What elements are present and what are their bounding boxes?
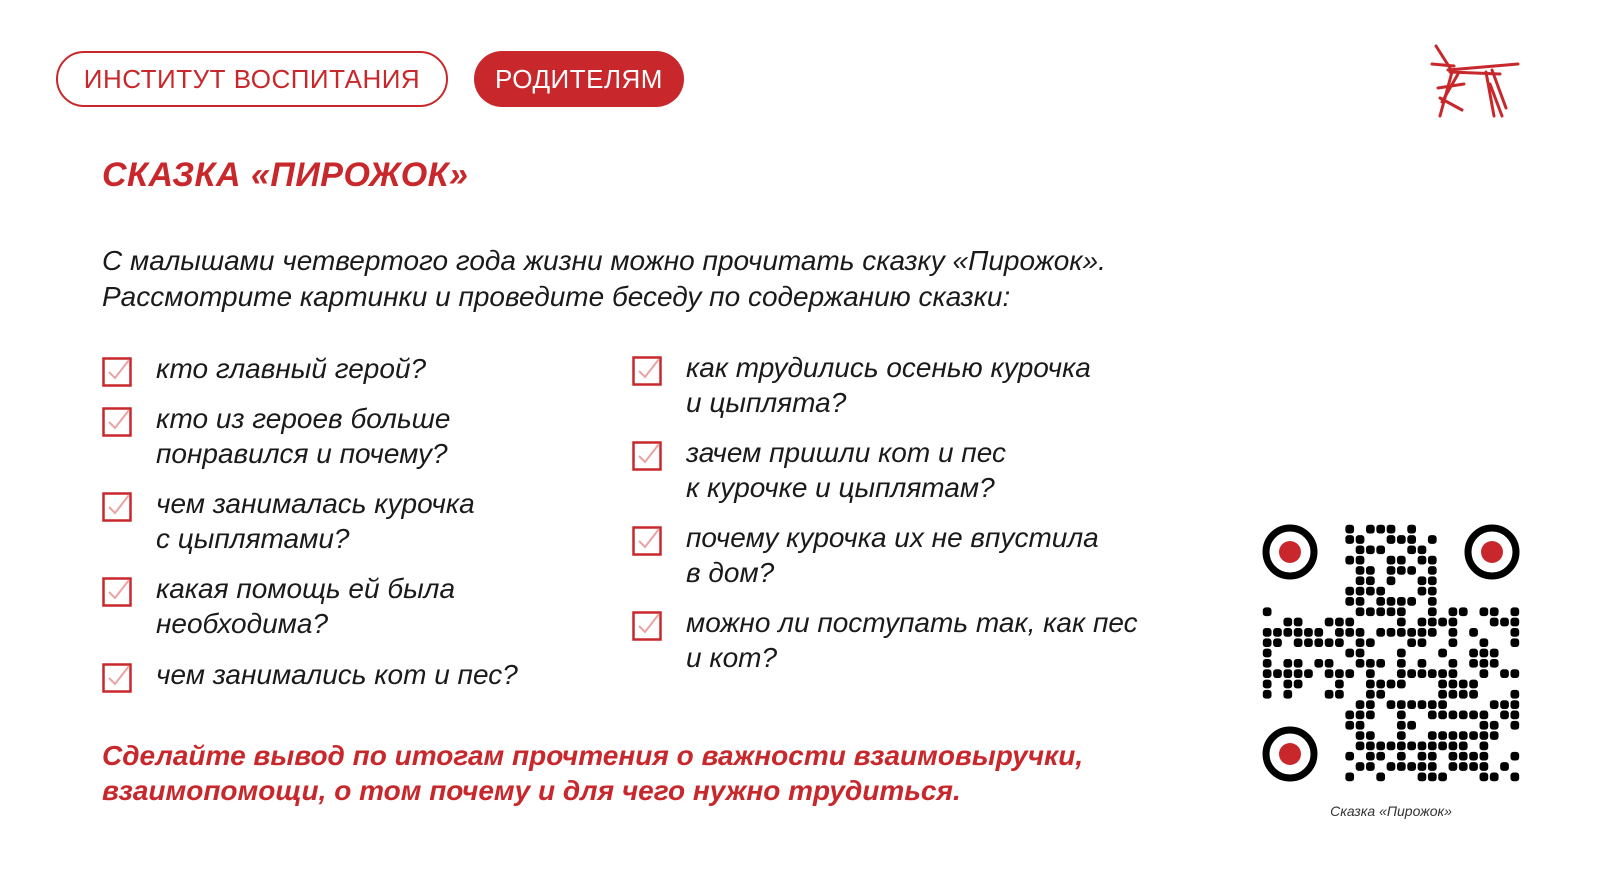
qr-module — [1345, 525, 1354, 534]
qr-module — [1314, 628, 1323, 637]
qr-module — [1335, 680, 1344, 689]
qr-module — [1304, 638, 1313, 647]
qr-module — [1345, 669, 1354, 678]
qr-module — [1449, 669, 1458, 678]
qr-module — [1459, 752, 1468, 761]
checkbox-icon — [102, 577, 132, 607]
qr-module — [1428, 731, 1437, 740]
qr-module — [1356, 638, 1365, 647]
qr-module — [1500, 762, 1509, 771]
qr-module — [1480, 638, 1489, 647]
qr-module — [1449, 752, 1458, 761]
qr-module — [1449, 742, 1458, 751]
question-item — [102, 401, 450, 471]
qr-module — [1480, 711, 1489, 720]
qr-module — [1480, 731, 1489, 740]
qr-module — [1366, 669, 1375, 678]
qr-module — [1510, 711, 1519, 720]
qr-module — [1397, 680, 1406, 689]
qr-module — [1428, 772, 1437, 781]
qr-module — [1356, 597, 1365, 606]
qr-module — [1449, 711, 1458, 720]
qr-module — [1407, 566, 1416, 575]
qr-module — [1449, 680, 1458, 689]
qr-module — [1510, 628, 1519, 637]
qr-module — [1397, 721, 1406, 730]
qr-module — [1449, 731, 1458, 740]
checkbox-icon — [632, 441, 662, 471]
qr-module — [1469, 762, 1478, 771]
qr-module — [1345, 556, 1354, 565]
qr-module — [1510, 607, 1519, 616]
qr-module — [1387, 628, 1396, 637]
qr-module — [1510, 700, 1519, 709]
qr-module — [1376, 659, 1385, 668]
qr-module — [1397, 628, 1406, 637]
qr-module — [1510, 690, 1519, 699]
qr-module — [1428, 700, 1437, 709]
qr-module — [1335, 628, 1344, 637]
question-text: чем занимались кот и пес? — [156, 659, 518, 690]
qr-module — [1387, 700, 1396, 709]
qr-module — [1407, 669, 1416, 678]
question-text: кто главный герой? — [156, 353, 427, 384]
qr-module — [1397, 556, 1406, 565]
qr-module — [1438, 618, 1447, 627]
qr-module — [1376, 597, 1385, 606]
qr-module — [1418, 762, 1427, 771]
qr-module — [1407, 628, 1416, 637]
qr-module — [1294, 669, 1303, 678]
checkbox-icon — [102, 357, 132, 387]
qr-module — [1449, 628, 1458, 637]
qr-module — [1428, 742, 1437, 751]
qr-module — [1407, 525, 1416, 534]
qr-module — [1418, 618, 1427, 627]
qr-module — [1480, 659, 1489, 668]
qr-module — [1356, 587, 1365, 596]
horse-logo-icon — [1428, 40, 1524, 122]
intro-line-2: Рассмотрите картинки и проведите беседу по содержанию сказки: — [102, 281, 1011, 312]
qr-module — [1335, 618, 1344, 627]
qr-module — [1428, 535, 1437, 544]
question-item — [102, 486, 475, 556]
question-item — [102, 571, 455, 641]
qr-module — [1387, 525, 1396, 534]
qr-module — [1459, 680, 1468, 689]
qr-module — [1345, 618, 1354, 627]
qr-module — [1366, 711, 1375, 720]
qr-module — [1366, 659, 1375, 668]
qr-module — [1304, 669, 1313, 678]
qr-module — [1356, 731, 1365, 740]
qr-module — [1294, 628, 1303, 637]
qr-module — [1438, 772, 1447, 781]
qr-module — [1325, 669, 1334, 678]
qr-module — [1480, 649, 1489, 658]
qr-module — [1366, 700, 1375, 709]
qr-module — [1459, 731, 1468, 740]
qr-module — [1449, 607, 1458, 616]
qr-module — [1376, 628, 1385, 637]
qr-module — [1510, 638, 1519, 647]
qr-module — [1438, 731, 1447, 740]
qr-module — [1387, 762, 1396, 771]
qr-module — [1418, 700, 1427, 709]
qr-module — [1510, 721, 1519, 730]
qr-module — [1428, 587, 1437, 596]
qr-module — [1438, 669, 1447, 678]
qr-module — [1283, 628, 1292, 637]
question-item — [102, 657, 518, 693]
checkbox-icon — [102, 663, 132, 693]
qr-module — [1366, 525, 1375, 534]
qr-module — [1366, 576, 1375, 585]
qr-module — [1510, 618, 1519, 627]
qr-code-icon[interactable] — [1262, 524, 1520, 782]
qr-module — [1325, 690, 1334, 699]
qr-module — [1345, 721, 1354, 730]
qr-module — [1500, 700, 1509, 709]
qr-module — [1480, 669, 1489, 678]
qr-module — [1428, 762, 1437, 771]
qr-module — [1356, 721, 1365, 730]
qr-module — [1418, 587, 1427, 596]
qr-module — [1387, 576, 1396, 585]
qr-module — [1459, 742, 1468, 751]
question-text: можно ли поступать так, как пес и кот? — [686, 607, 1138, 673]
qr-module — [1294, 659, 1303, 668]
question-item — [632, 520, 1099, 590]
qr-module — [1469, 711, 1478, 720]
checkbox-icon — [632, 356, 662, 386]
qr-module — [1366, 680, 1375, 689]
qr-module — [1376, 772, 1385, 781]
page-title: СКАЗКА «ПИРОЖОК» — [102, 156, 469, 194]
qr-module — [1366, 587, 1375, 596]
question-item — [632, 605, 1138, 675]
qr-module — [1500, 669, 1509, 678]
qr-module — [1418, 628, 1427, 637]
qr-module — [1263, 628, 1272, 637]
qr-module — [1418, 545, 1427, 554]
qr-module — [1459, 711, 1468, 720]
qr-module — [1325, 618, 1334, 627]
qr-module — [1459, 607, 1468, 616]
qr-module — [1366, 545, 1375, 554]
qr-module — [1397, 762, 1406, 771]
qr-module — [1273, 638, 1282, 647]
qr-module — [1438, 690, 1447, 699]
qr-module — [1397, 752, 1406, 761]
qr-module — [1449, 659, 1458, 668]
qr-module — [1345, 587, 1354, 596]
qr-module — [1480, 607, 1489, 616]
qr-module — [1490, 659, 1499, 668]
qr-module — [1335, 690, 1344, 699]
qr-module — [1356, 742, 1365, 751]
qr-module — [1469, 628, 1478, 637]
qr-module — [1345, 535, 1354, 544]
parents-badge[interactable]: РОДИТЕЛЯМ — [474, 51, 684, 107]
qr-module — [1356, 607, 1365, 616]
qr-module — [1263, 669, 1272, 678]
qr-module — [1428, 752, 1437, 761]
checkbox-icon — [102, 407, 132, 437]
qr-module — [1366, 752, 1375, 761]
qr-module — [1469, 752, 1478, 761]
intro-line-1: С малышами четвертого года жизни можно прочитать сказку «Пирожок». — [102, 245, 1106, 276]
qr-module — [1510, 752, 1519, 761]
qr-module — [1428, 566, 1437, 575]
qr-module — [1356, 659, 1365, 668]
qr-module — [1418, 752, 1427, 761]
qr-module — [1345, 597, 1354, 606]
qr-module — [1500, 711, 1509, 720]
qr-module — [1428, 669, 1437, 678]
qr-module — [1480, 762, 1489, 771]
question-text: чем занималась курочка с цыплятами? — [156, 488, 475, 554]
qr-module — [1376, 752, 1385, 761]
qr-module — [1418, 556, 1427, 565]
qr-module — [1407, 742, 1416, 751]
qr-module — [1397, 659, 1406, 668]
checkbox-icon — [632, 611, 662, 641]
qr-module — [1376, 607, 1385, 616]
qr-module — [1283, 669, 1292, 678]
qr-module — [1449, 638, 1458, 647]
qr-module — [1490, 731, 1499, 740]
qr-module — [1428, 576, 1437, 585]
qr-module — [1356, 576, 1365, 585]
qr-module — [1438, 700, 1447, 709]
qr-module — [1356, 649, 1365, 658]
qr-module — [1387, 742, 1396, 751]
qr-module — [1397, 618, 1406, 627]
qr-module — [1469, 680, 1478, 689]
qr-module — [1438, 680, 1447, 689]
conclusion-text: Сделайте вывод по итогам прочтения о важности взаимовыручки, взаимопомощи, о том почему и для чего нужно трудиться. — [102, 740, 1084, 806]
qr-module — [1480, 742, 1489, 751]
qr-module — [1294, 618, 1303, 627]
question-item — [102, 351, 426, 387]
qr-module — [1469, 731, 1478, 740]
qr-module — [1263, 690, 1272, 699]
qr-module — [1449, 762, 1458, 771]
qr-module — [1345, 628, 1354, 637]
qr-module — [1387, 597, 1396, 606]
qr-module — [1345, 649, 1354, 658]
qr-module — [1376, 587, 1385, 596]
question-item — [632, 350, 1091, 420]
qr-module — [1397, 535, 1406, 544]
qr-module — [1490, 700, 1499, 709]
qr-module — [1490, 772, 1499, 781]
qr-module — [1407, 700, 1416, 709]
qr-module — [1387, 556, 1396, 565]
qr-module — [1407, 638, 1416, 647]
qr-module — [1376, 680, 1385, 689]
qr-module — [1356, 566, 1365, 575]
qr-module — [1469, 690, 1478, 699]
qr-module — [1490, 618, 1499, 627]
intro-text — [102, 243, 1262, 315]
qr-module — [1356, 545, 1365, 554]
qr-module — [1510, 772, 1519, 781]
qr-module — [1397, 669, 1406, 678]
checkbox-icon — [632, 526, 662, 556]
qr-module — [1356, 535, 1365, 544]
qr-module — [1283, 659, 1292, 668]
qr-module — [1263, 649, 1272, 658]
qr-module — [1283, 618, 1292, 627]
qr-module — [1397, 700, 1406, 709]
qr-caption: Сказка «Пирожок» — [1330, 803, 1452, 819]
qr-module — [1459, 762, 1468, 771]
qr-module — [1418, 659, 1427, 668]
qr-module — [1356, 711, 1365, 720]
qr-module — [1397, 711, 1406, 720]
qr-module — [1480, 752, 1489, 761]
qr-module — [1376, 525, 1385, 534]
qr-module — [1490, 721, 1499, 730]
qr-module — [1356, 700, 1365, 709]
qr-module — [1314, 638, 1323, 647]
qr-module — [1356, 762, 1365, 771]
qr-module — [1510, 669, 1519, 678]
question-text: кто из героев больше понравился и почему? — [156, 403, 451, 469]
qr-module — [1366, 742, 1375, 751]
qr-module — [1480, 772, 1489, 781]
qr-module — [1449, 618, 1458, 627]
qr-module — [1490, 649, 1499, 658]
qr-module — [1428, 607, 1437, 616]
qr-module — [1366, 762, 1375, 771]
qr-module — [1490, 607, 1499, 616]
qr-module — [1366, 690, 1375, 699]
qr-module — [1438, 649, 1447, 658]
qr-module — [1376, 690, 1385, 699]
qr-module — [1480, 721, 1489, 730]
qr-module — [1397, 742, 1406, 751]
qr-module — [1335, 669, 1344, 678]
question-text: почему курочка их не впустила в дом? — [686, 522, 1099, 588]
qr-module — [1387, 680, 1396, 689]
qr-module — [1273, 669, 1282, 678]
question-item — [632, 435, 1006, 505]
qr-module — [1366, 566, 1375, 575]
qr-module — [1500, 618, 1509, 627]
qr-module — [1428, 628, 1437, 637]
qr-module — [1263, 607, 1272, 616]
qr-module — [1335, 638, 1344, 647]
qr-module — [1356, 556, 1365, 565]
qr-module — [1449, 690, 1458, 699]
qr-module — [1325, 659, 1334, 668]
qr-module — [1273, 628, 1282, 637]
qr-module — [1263, 638, 1272, 647]
qr-module — [1356, 628, 1365, 637]
qr-module — [1407, 545, 1416, 554]
qr-module — [1469, 649, 1478, 658]
qr-module — [1418, 576, 1427, 585]
qr-module — [1438, 742, 1447, 751]
qr-module — [1438, 711, 1447, 720]
qr-module — [1345, 711, 1354, 720]
qr-module — [1294, 638, 1303, 647]
qr-module — [1325, 638, 1334, 647]
qr-module — [1366, 638, 1375, 647]
qr-module — [1263, 659, 1272, 668]
qr-module — [1397, 731, 1406, 740]
qr-module — [1263, 680, 1272, 689]
qr-module — [1345, 752, 1354, 761]
qr-module — [1407, 597, 1416, 606]
qr-module — [1397, 566, 1406, 575]
qr-module — [1304, 628, 1313, 637]
qr-module — [1418, 669, 1427, 678]
qr-module — [1428, 556, 1437, 565]
qr-module — [1407, 535, 1416, 544]
qr-module — [1428, 597, 1437, 606]
qr-module — [1469, 659, 1478, 668]
qr-module — [1387, 607, 1396, 616]
qr-module — [1294, 680, 1303, 689]
qr-finder — [1266, 528, 1516, 778]
question-text: какая помощь ей была необходима? — [156, 573, 456, 639]
qr-module — [1345, 772, 1354, 781]
question-text: как трудились осенью курочка и цыплята? — [686, 352, 1091, 418]
qr-module — [1407, 721, 1416, 730]
qr-module — [1418, 772, 1427, 781]
qr-module — [1376, 742, 1385, 751]
qr-module — [1376, 545, 1385, 554]
qr-module — [1418, 742, 1427, 751]
qr-module — [1387, 535, 1396, 544]
qr-module — [1314, 659, 1323, 668]
qr-module — [1387, 566, 1396, 575]
qr-module — [1397, 607, 1406, 616]
qr-module — [1397, 597, 1406, 606]
qr-module — [1366, 731, 1375, 740]
qr-module — [1428, 711, 1437, 720]
qr-module — [1283, 690, 1292, 699]
institute-badge[interactable]: ИНСТИТУТ ВОСПИТАНИЯ — [56, 51, 448, 107]
qr-module — [1397, 649, 1406, 658]
qr-module — [1418, 638, 1427, 647]
qr-module — [1428, 618, 1437, 627]
qr-module — [1459, 690, 1468, 699]
qr-module — [1366, 607, 1375, 616]
checkbox-icon — [102, 492, 132, 522]
qr-module — [1407, 762, 1416, 771]
question-text: зачем пришли кот и пес к курочке и цыплятам? — [686, 437, 1006, 503]
qr-module — [1283, 680, 1292, 689]
